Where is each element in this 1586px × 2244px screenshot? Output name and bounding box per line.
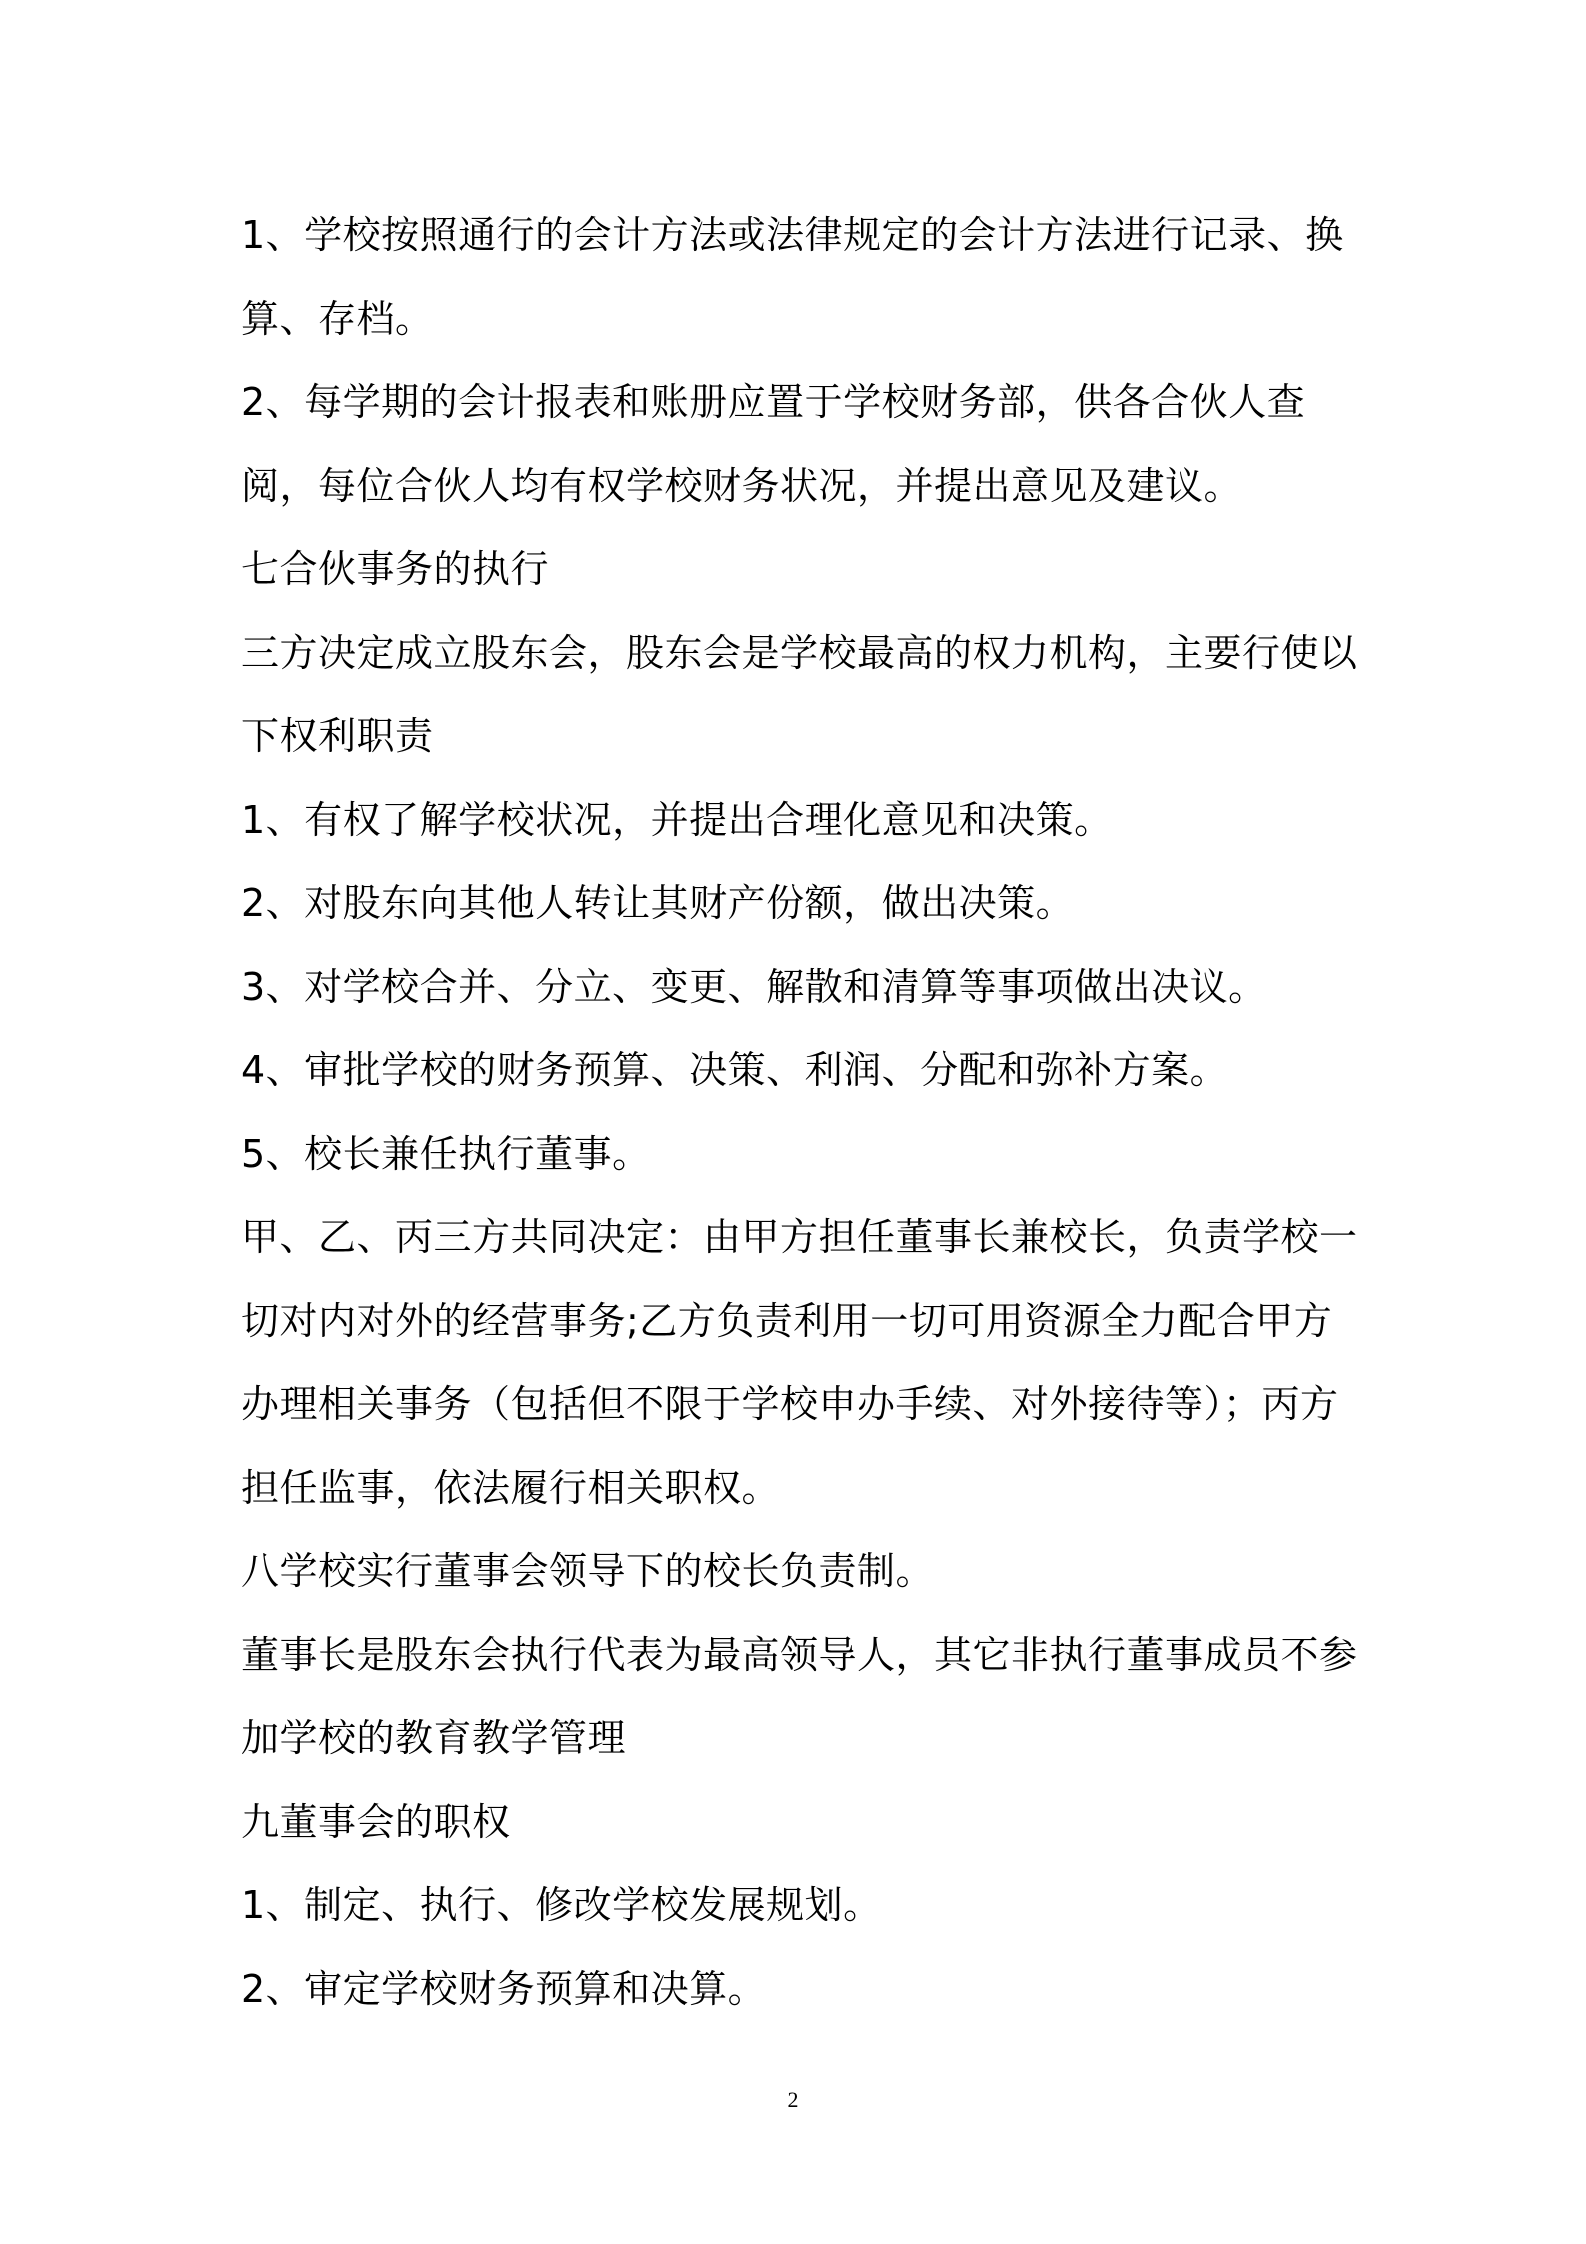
list-item-right-2: 2、对股东向其他人转让其财产份额，做出决策。: [241, 881, 1075, 925]
list-item-right-5: 5、校长兼任执行董事。: [241, 1131, 651, 1176]
list-item-right-4: 4、审批学校的财务预算、决策、利润、分配和弥补方案。: [241, 1048, 1229, 1092]
section-heading-board-powers: 九董事会的职权: [241, 1799, 511, 1844]
paragraph-parties-roles: 甲、乙、丙三方共同决定：由甲方担任董事长兼校长，负责学校一切对内对外的经营事务;乙方负责利用一切可用资源全力配合甲方办理相关事务（包括但不限于学校申办手续、对外接待等）；丙方担任监事，依法履行相关职权。: [241, 1215, 1358, 1510]
paragraph-shareholders-meeting: 三方决定成立股东会，股东会是学校最高的权力机构，主要行使以下权利职责: [241, 630, 1358, 758]
paragraph-accounting-reports: 2、每学期的会计报表和账册应置于学校财务部，供各合伙人查阅，每位合伙人均有权学校财务状况，并提出意见及建议。: [241, 380, 1306, 508]
list-item-right-1: 1、有权了解学校状况，并提出合理化意见和决策。: [241, 797, 1113, 842]
paragraph-accounting-records: 1、学校按照通行的会计方法或法律规定的会计方法进行记录、换算、存档。: [241, 213, 1344, 341]
document-body: [241, 194, 1361, 2031]
list-item-right-3: 3、对学校合并、分立、变更、解散和清算等事项做出决议。: [241, 964, 1267, 1009]
list-item-power-2: 2、审定学校财务预算和决算。: [241, 1966, 767, 2011]
paragraph-chairman: 董事长是股东会执行代表为最高领导人，其它非执行董事成员不参加学校的教育教学管理: [241, 1632, 1358, 1760]
page-number: 2: [787, 2087, 799, 2112]
section-heading-principal-responsibility: 八学校实行董事会领导下的校长负责制。: [241, 1549, 935, 1593]
section-heading-partnership-affairs: 七合伙事务的执行: [241, 547, 550, 591]
list-item-power-1: 1、制定、执行、修改学校发展规划。: [241, 1883, 882, 1927]
